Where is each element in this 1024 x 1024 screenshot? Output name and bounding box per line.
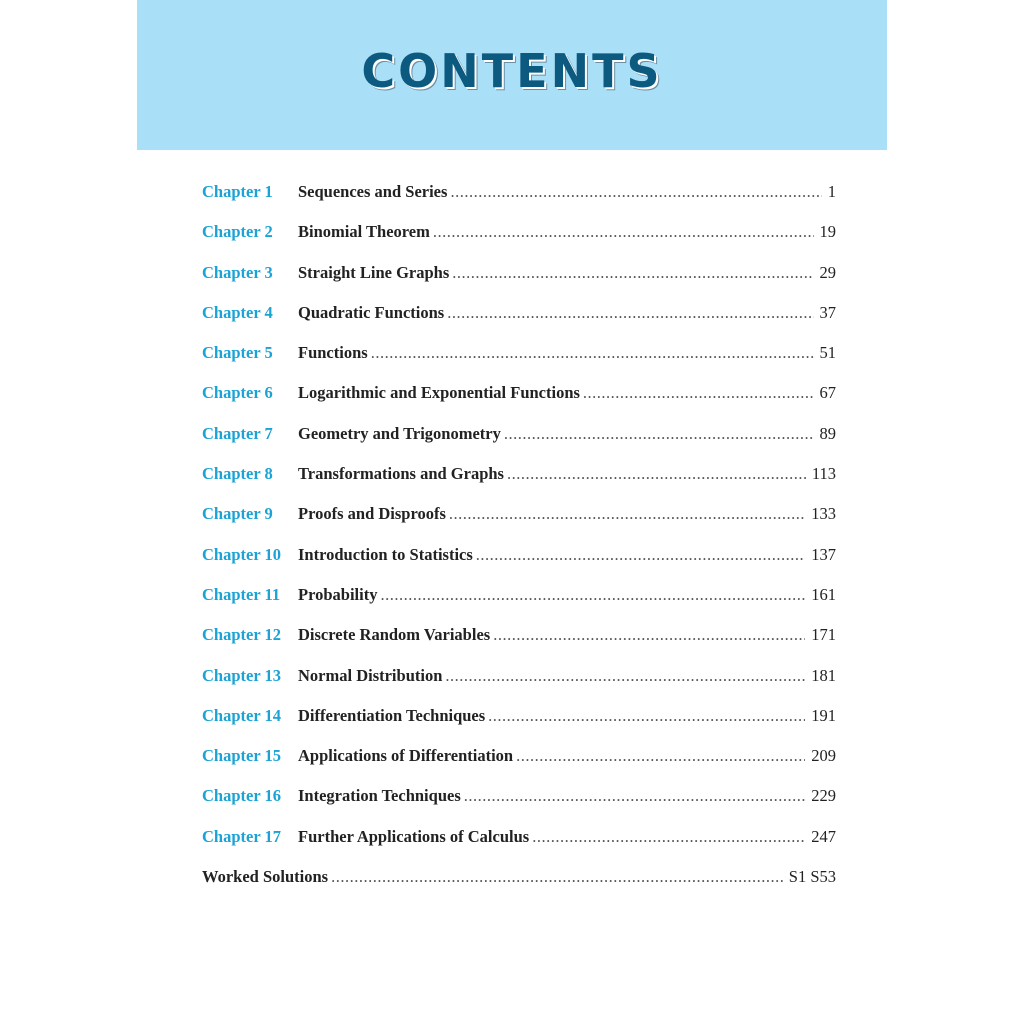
page-number: 133 bbox=[811, 504, 836, 524]
chapter-label: Chapter 14 bbox=[202, 705, 281, 725]
dot-leader bbox=[433, 212, 814, 252]
toc-entry-chapter-1[interactable] bbox=[202, 172, 836, 212]
chapter-label: Chapter 3 bbox=[202, 262, 273, 282]
chapter-title: Sequences and Series bbox=[298, 182, 448, 201]
chapter-label: Chapter 5 bbox=[202, 343, 273, 363]
chapter-label: Chapter 1 bbox=[202, 182, 273, 201]
chapter-label: Chapter 15 bbox=[202, 746, 281, 766]
chapter-title: Transformations and Graphs bbox=[298, 464, 504, 484]
dot-leader bbox=[532, 817, 805, 857]
page-number: 209 bbox=[811, 746, 836, 766]
page-number: 137 bbox=[811, 544, 836, 564]
chapter-title: Proofs and Disproofs bbox=[298, 504, 446, 524]
page-number: 171 bbox=[811, 625, 836, 645]
toc-entry-chapter-12[interactable] bbox=[202, 615, 836, 655]
chapter-title: Normal Distribution bbox=[298, 665, 443, 685]
dot-leader bbox=[450, 172, 821, 212]
chapter-label: Chapter 9 bbox=[202, 504, 273, 524]
chapter-title: Applications of Differentiation bbox=[298, 746, 514, 766]
dot-leader bbox=[380, 575, 805, 615]
toc-entry-chapter-7[interactable] bbox=[202, 414, 836, 454]
chapter-title: Straight Line Graphs bbox=[298, 262, 450, 282]
chapter-label: Chapter 17 bbox=[202, 826, 281, 846]
chapter-title: Further Applications of Calculus bbox=[298, 826, 530, 846]
toc-entry-chapter-6[interactable] bbox=[202, 373, 836, 413]
dot-leader bbox=[331, 857, 783, 897]
chapter-label: Chapter 13 bbox=[202, 665, 281, 685]
page-number: 181 bbox=[811, 665, 836, 685]
page-number: 19 bbox=[819, 222, 836, 242]
toc-entry-chapter-11[interactable] bbox=[202, 575, 836, 615]
dot-leader bbox=[493, 615, 805, 655]
page-number: 51 bbox=[819, 343, 836, 363]
table-of-contents bbox=[202, 172, 836, 897]
chapter-title: Discrete Random Variables bbox=[298, 625, 491, 645]
toc-entry-chapter-16[interactable] bbox=[202, 776, 836, 816]
toc-entry-chapter-3[interactable] bbox=[202, 253, 836, 293]
chapter-label: Chapter 11 bbox=[202, 584, 281, 604]
header-banner bbox=[137, 0, 887, 150]
toc-entry-chapter-2[interactable] bbox=[202, 212, 836, 252]
toc-entry-chapter-14[interactable] bbox=[202, 696, 836, 736]
chapter-label: Chapter 7 bbox=[202, 423, 273, 443]
chapter-title: Binomial Theorem bbox=[298, 222, 430, 242]
toc-entry-chapter-17[interactable] bbox=[202, 817, 836, 857]
dot-leader bbox=[371, 333, 814, 373]
dot-leader bbox=[449, 494, 805, 534]
dot-leader bbox=[464, 776, 806, 816]
toc-entry-chapter-5[interactable] bbox=[202, 333, 836, 373]
dot-leader bbox=[452, 253, 813, 293]
toc-entry-chapter-15[interactable] bbox=[202, 736, 836, 776]
dot-leader bbox=[583, 373, 814, 413]
chapter-label: Chapter 6 bbox=[202, 383, 273, 403]
page-number: 29 bbox=[819, 262, 836, 282]
chapter-title: Introduction to Statistics bbox=[298, 544, 473, 564]
chapter-title: Quadratic Functions bbox=[298, 302, 445, 322]
dot-leader bbox=[476, 535, 805, 575]
dot-leader bbox=[445, 656, 805, 696]
page-number: 1 bbox=[827, 182, 836, 201]
page-number: 67 bbox=[819, 383, 836, 403]
page-number: 37 bbox=[819, 302, 836, 322]
page-number: 161 bbox=[811, 584, 836, 604]
worked-solutions-title: Worked Solutions bbox=[202, 867, 329, 887]
chapter-label: Chapter 10 bbox=[202, 544, 281, 564]
chapter-title: Geometry and Trigonometry bbox=[298, 423, 501, 443]
dot-leader bbox=[507, 454, 806, 494]
chapter-title: Differentiation Techniques bbox=[298, 705, 486, 725]
chapter-label: Chapter 8 bbox=[202, 464, 273, 484]
page-number: 113 bbox=[811, 464, 836, 484]
page-number: 89 bbox=[819, 423, 836, 443]
toc-entry-worked-solutions[interactable] bbox=[202, 857, 836, 897]
chapter-title: Integration Techniques bbox=[298, 786, 461, 806]
toc-entry-chapter-13[interactable] bbox=[202, 656, 836, 696]
page-title: CONTENTS bbox=[361, 44, 663, 98]
dot-leader bbox=[488, 696, 805, 736]
page-number: S1 S53 bbox=[788, 867, 836, 887]
dot-leader bbox=[516, 736, 805, 776]
toc-entry-chapter-4[interactable] bbox=[202, 293, 836, 333]
chapter-label: Chapter 2 bbox=[202, 222, 273, 242]
chapter-title: Logarithmic and Exponential Functions bbox=[298, 383, 580, 403]
page-number: 229 bbox=[811, 786, 836, 806]
chapter-label: Chapter 12 bbox=[202, 625, 281, 645]
chapter-label: Chapter 4 bbox=[202, 302, 273, 322]
toc-entry-chapter-9[interactable] bbox=[202, 494, 836, 534]
chapter-title: Functions bbox=[298, 343, 368, 363]
contents-page bbox=[137, 0, 887, 1024]
dot-leader bbox=[447, 293, 813, 333]
chapter-label: Chapter 16 bbox=[202, 786, 281, 806]
page-number: 247 bbox=[811, 826, 836, 846]
toc-entry-chapter-10[interactable] bbox=[202, 535, 836, 575]
toc-entry-chapter-8[interactable] bbox=[202, 454, 836, 494]
dot-leader bbox=[504, 414, 814, 454]
chapter-title: Probability bbox=[298, 584, 378, 604]
page-number: 191 bbox=[811, 705, 836, 725]
